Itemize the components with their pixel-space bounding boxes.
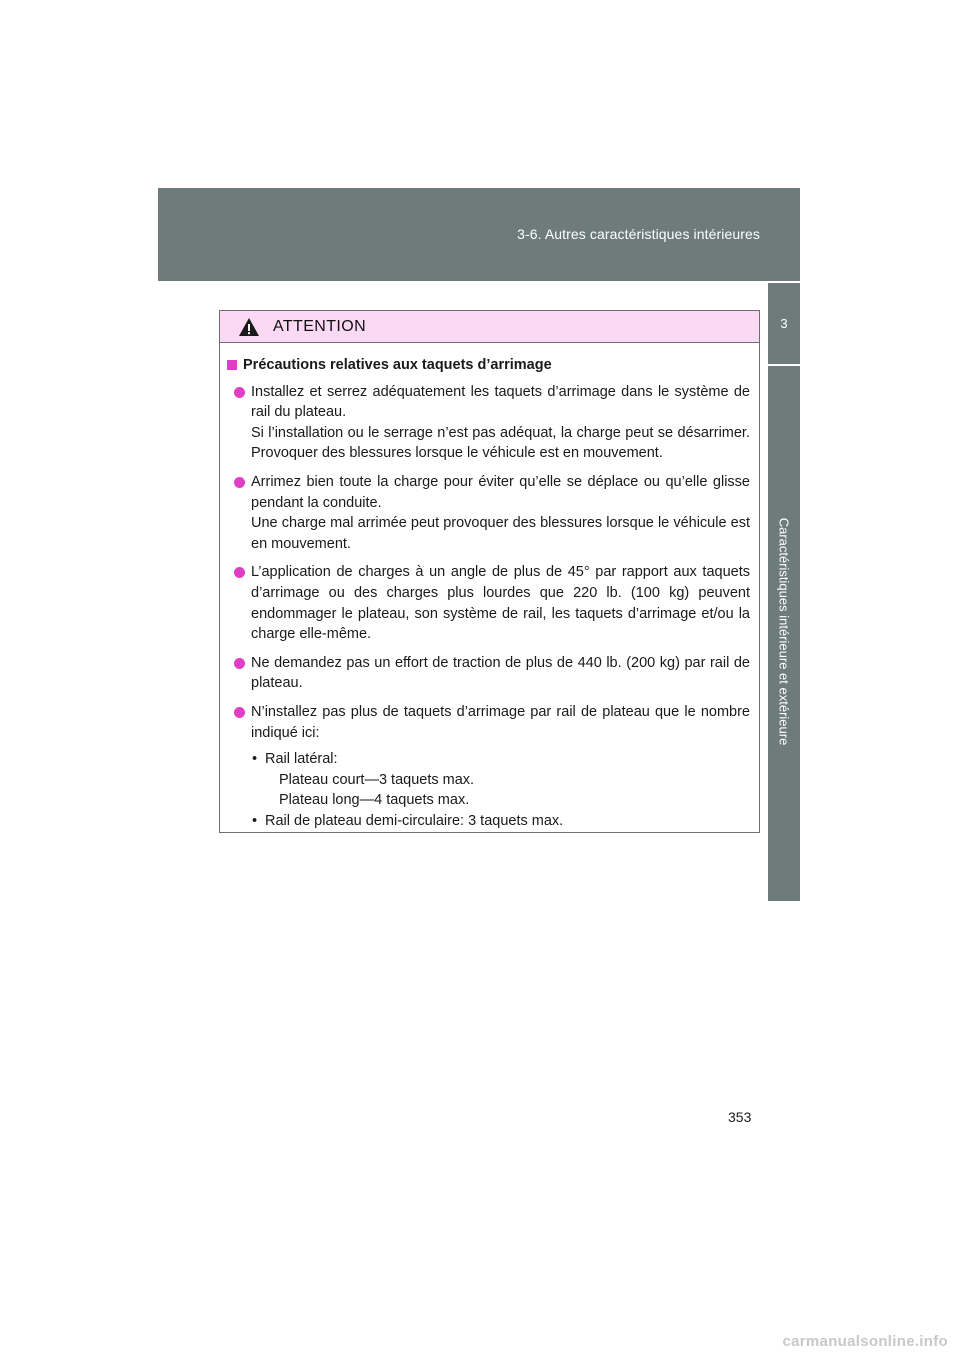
attention-header [220,311,759,343]
list-item [227,382,750,464]
chapter-title: Caractéristiques intérieure et extérieure [776,517,792,745]
sublist-item [251,811,750,832]
list-item-text: Si l’installation ou le serrage n’est pas adéquat, la charge peut se désarrimer. Provoquer des blessures lorsque le véhicule est en mouvement. [251,424,750,462]
attention-body [220,343,759,831]
dot-bullet-icon: • [252,812,258,829]
attention-box [219,310,760,833]
sublist-detail: Plateau long—4 taquets max. [279,792,470,809]
circle-bullet-icon [234,707,245,718]
list-item-text: N’installez pas plus de taquets d’arrimage par rail de plateau que le nombre indiqué ici: [251,703,750,741]
list-item-text: Arrimez bien toute la charge pour éviter qu’elle se déplace ou qu’elle glisse pendant la conduite. [251,473,750,511]
dot-bullet-icon: • [252,751,258,768]
sublist-detail: Plateau court—3 taquets max. [279,771,475,788]
list-item [227,653,750,694]
list-item-text: Une charge mal arrimée peut provoquer des blessures lorsque le véhicule est en mouvement. [251,515,750,552]
side-chapter-tab [768,281,800,901]
circle-bullet-icon [234,477,245,488]
list-item [227,562,750,644]
sublist [251,749,750,831]
list-item [227,472,750,554]
watermark: carmanualsonline.info [782,1333,948,1350]
chapter-number: 3 [768,281,800,366]
subheading [227,355,750,376]
circle-bullet-icon [234,387,245,398]
list-item-text: Installez et serrez adéquatement les taquets d’arrimage dans le système de rail du plateau. [251,383,750,421]
subheading-text: Précautions relatives aux taquets d’arrimage [243,357,552,373]
header-band [158,188,800,281]
warning-triangle-icon [238,317,260,337]
sublist-label: Rail latéral: [265,751,338,768]
circle-bullet-icon [234,658,245,669]
list-item [227,702,750,832]
square-bullet-icon [227,360,237,370]
page-number: 353 [728,1109,752,1125]
list-item-text: L’application de charges à un angle de plus de 45° par rapport aux taquets d’arrimage ou des charges plus lourdes que 220 lb. (100 kg) peuvent endommager le plateau, son système de rail, les taquets d’arrimage et/ou la charge elle-même. [251,564,750,643]
sublist-label: Rail de plateau demi-circulaire: 3 taquets max. [265,812,564,829]
circle-bullet-icon [234,567,245,578]
section-title: 3-6. Autres caractéristiques intérieures [517,226,760,242]
chapter-title-wrapper [768,371,800,891]
list-item-text: Ne demandez pas un effort de traction de plus de 440 lb. (200 kg) par rail de plateau. [251,654,750,692]
sublist-item [251,749,750,811]
attention-title: ATTENTION [273,317,367,335]
